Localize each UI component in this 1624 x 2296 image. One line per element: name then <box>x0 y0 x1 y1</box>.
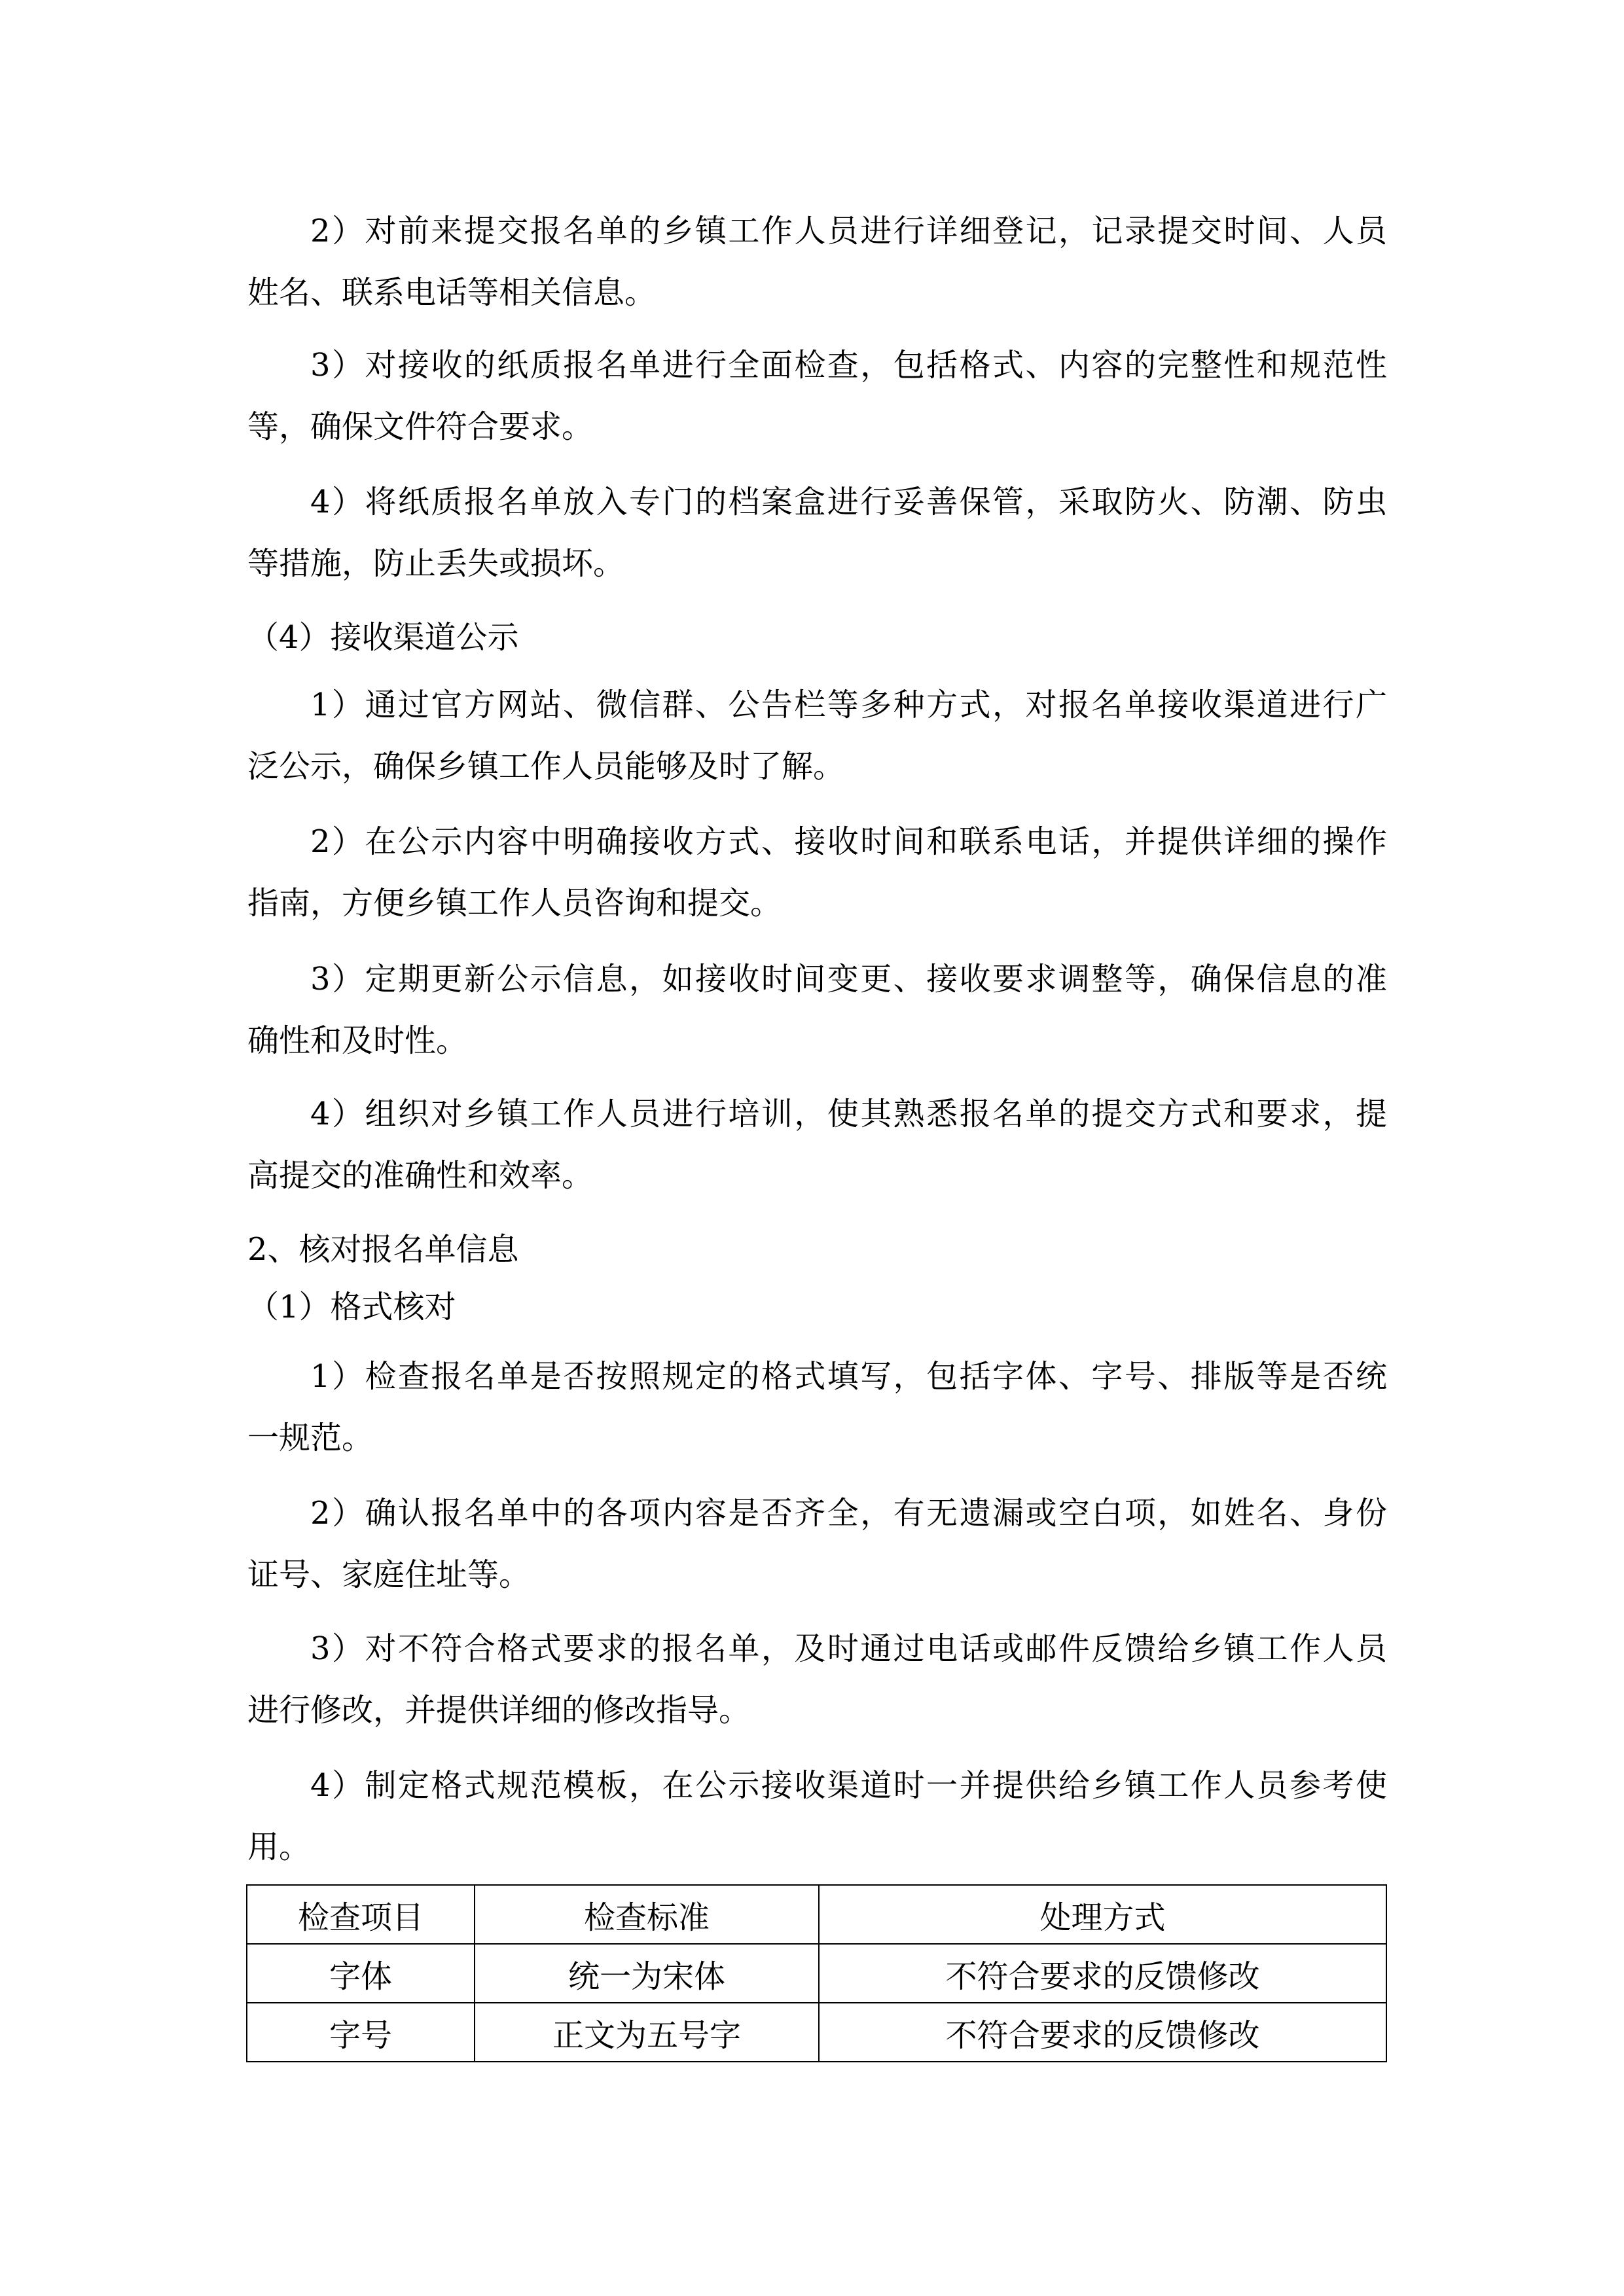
paragraph <box>247 1346 1387 1469</box>
text-line: 确性和及时性。 <box>247 1022 468 1059</box>
text-line: 指南，方便乡镇工作人员咨询和提交。 <box>247 885 782 922</box>
text-line: 一规范。 <box>247 1420 374 1456</box>
format-check-table <box>246 1884 1387 2062</box>
table-cell: 统一为宋体 <box>475 1944 819 2003</box>
text-line: （1）格式核对 <box>247 1289 456 1325</box>
text-line: 2）在公示内容中明确接收方式、接收时间和联系电话，并提供详细的操作 <box>310 823 1387 860</box>
table-cell: 不符合要求的反馈修改 <box>819 1944 1386 2003</box>
table-cell: 正文为五号字 <box>475 2003 819 2062</box>
paragraph <box>247 334 1387 457</box>
table-row <box>247 2003 1386 2062</box>
paragraph <box>247 1482 1387 1605</box>
text-line: 2、核对报名单信息 <box>247 1231 519 1268</box>
text-line: 2）确认报名单中的各项内容是否齐全，有无遗漏或空白项，如姓名、身份 <box>310 1495 1387 1532</box>
table-header-row <box>247 1885 1386 1944</box>
section-heading <box>247 607 1387 668</box>
table-cell: 不符合要求的反馈修改 <box>819 2003 1386 2062</box>
text-line: 等措施，防止丢失或损坏。 <box>247 545 625 582</box>
text-line: 姓名、联系电话等相关信息。 <box>247 274 657 311</box>
table-cell: 字体 <box>247 1944 475 2003</box>
paragraph <box>247 948 1387 1071</box>
table-header-cell: 检查项目 <box>247 1885 475 1944</box>
table-row <box>247 1944 1386 2003</box>
paragraph <box>247 1755 1387 1878</box>
text-line: （4）接收渠道公示 <box>247 619 519 656</box>
section-heading <box>247 1219 1387 1280</box>
paragraph <box>247 200 1387 323</box>
text-line: 高提交的准确性和效率。 <box>247 1157 594 1194</box>
text-line: 1）通过官方网站、微信群、公告栏等多种方式，对报名单接收渠道进行广 <box>310 687 1387 723</box>
table-header-cell: 处理方式 <box>819 1885 1386 1944</box>
text-line: 证号、家庭住址等。 <box>247 1556 531 1593</box>
paragraph <box>247 811 1387 934</box>
paragraph <box>247 674 1387 797</box>
table-header-cell: 检查标准 <box>475 1885 819 1944</box>
text-line: 4）组织对乡镇工作人员进行培训，使其熟悉报名单的提交方式和要求，提 <box>310 1096 1387 1132</box>
text-line: 3）对不符合格式要求的报名单，及时通过电话或邮件反馈给乡镇工作人员 <box>310 1630 1387 1667</box>
paragraph <box>247 1083 1387 1206</box>
paragraph <box>247 1618 1387 1741</box>
subsection-heading <box>247 1276 1387 1338</box>
text-line: 4）将纸质报名单放入专门的档案盒进行妥善保管，采取防火、防潮、防虫 <box>310 484 1387 520</box>
table-cell: 字号 <box>247 2003 475 2062</box>
text-line: 等，确保文件符合要求。 <box>247 408 594 445</box>
text-line: 3）定期更新公示信息，如接收时间变更、接收要求调整等，确保信息的准 <box>310 961 1387 997</box>
text-line: 3）对接收的纸质报名单进行全面检查，包括格式、内容的完整性和规范性 <box>310 347 1387 384</box>
text-line: 1）检查报名单是否按照规定的格式填写，包括字体、字号、排版等是否统 <box>310 1358 1387 1395</box>
text-line: 4）制定格式规范模板，在公示接收渠道时一并提供给乡镇工作人员参考使 <box>310 1767 1387 1804</box>
text-line: 2）对前来提交报名单的乡镇工作人员进行详细登记，记录提交时间、人员 <box>310 213 1387 249</box>
text-line: 进行修改，并提供详细的修改指导。 <box>247 1692 751 1729</box>
text-line: 用。 <box>247 1829 311 1865</box>
paragraph <box>247 471 1387 594</box>
text-line: 泛公示，确保乡镇工作人员能够及时了解。 <box>247 748 845 785</box>
